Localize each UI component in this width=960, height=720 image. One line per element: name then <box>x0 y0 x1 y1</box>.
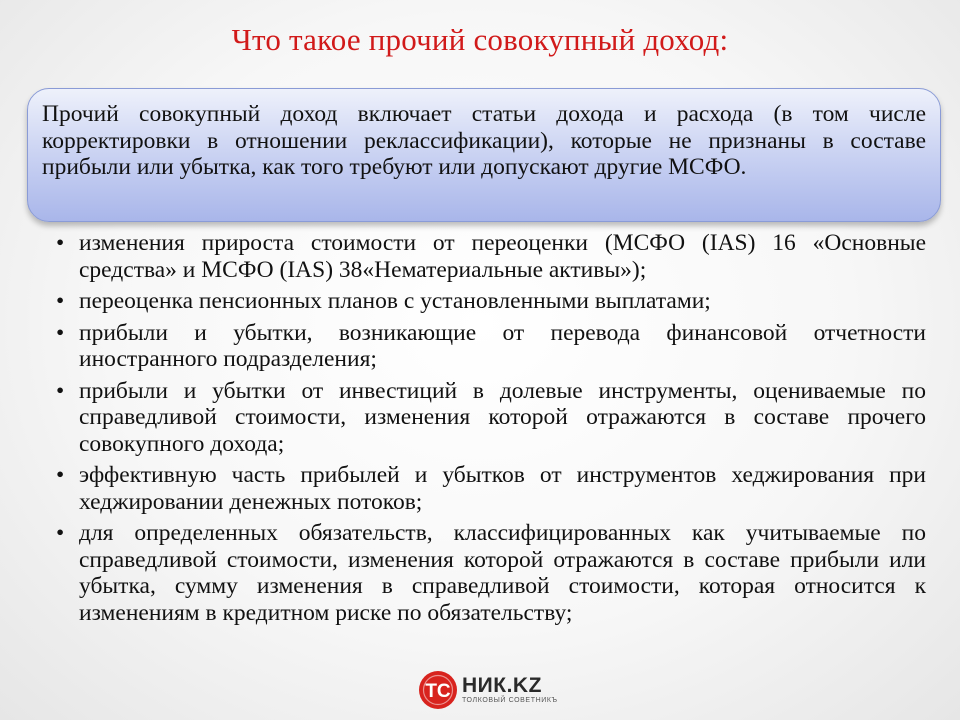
logo-mark-letters: ТС <box>425 681 451 702</box>
logo-mark-icon <box>418 670 458 710</box>
bullet-marker: • <box>56 319 65 346</box>
bullet-item <box>54 520 926 626</box>
bullet-marker: • <box>56 462 65 488</box>
bullet-marker: • <box>56 230 65 256</box>
bullet-text: прибыли и убытки, возникающие от перевода финансовой отчетности иностранного подразделения; <box>79 319 926 372</box>
definition-text: Прочий совокупный доход включает статьи дохода и расхода (в том числе корректировки в отношении реклассификации), которые не признаны в составе прибыли или убытка, как того требуют или допускают другие МСФО. <box>42 101 926 180</box>
logo-text <box>462 675 558 705</box>
bullet-marker: • <box>56 377 65 404</box>
bullet-text: эффективную часть прибылей и убытков от инструментов хеджирования при хеджировании денежных потоков; <box>79 462 926 515</box>
bullet-text: изменения прироста стоимости от переоценки (МСФО (IAS) 16 «Основные средства» и МСФО (IAS) 38«Нематериальные активы»); <box>79 230 926 283</box>
bullet-list <box>54 230 926 631</box>
bullet-text: прибыли и убытки от инвестиций в долевые инструменты, оцениваемые по справедливой стоимости, изменения которой отражаются в составе прочего совокупного дохода; <box>79 377 926 457</box>
bullet-item <box>54 230 926 283</box>
logo-name: НИК.KZ <box>462 674 542 697</box>
slide-title: Что такое прочий совокупный доход: <box>231 22 729 57</box>
bullet-item <box>54 462 926 515</box>
bullet-item <box>54 320 926 373</box>
bullet-item <box>54 288 926 315</box>
bullet-marker: • <box>56 288 65 314</box>
bullet-text: переоценка пенсионных планов с установленными выплатами; <box>79 288 711 314</box>
bullet-text: для определенных обязательств, классифицированных как учитываемые по справедливой стоимости, изменения которой отражаются в составе прибыли или убытка, сумму изменения в справедливой стоимости, которая относится к изменениям в кредитном риске по обязательству; <box>79 520 926 626</box>
logo-tagline: ТОЛКОВЫЙ СОВЕТНИКЪ <box>462 697 558 704</box>
bullet-item <box>54 378 926 458</box>
bullet-marker: • <box>56 520 65 546</box>
definition-box <box>27 88 941 222</box>
logo[interactable] <box>418 670 558 710</box>
